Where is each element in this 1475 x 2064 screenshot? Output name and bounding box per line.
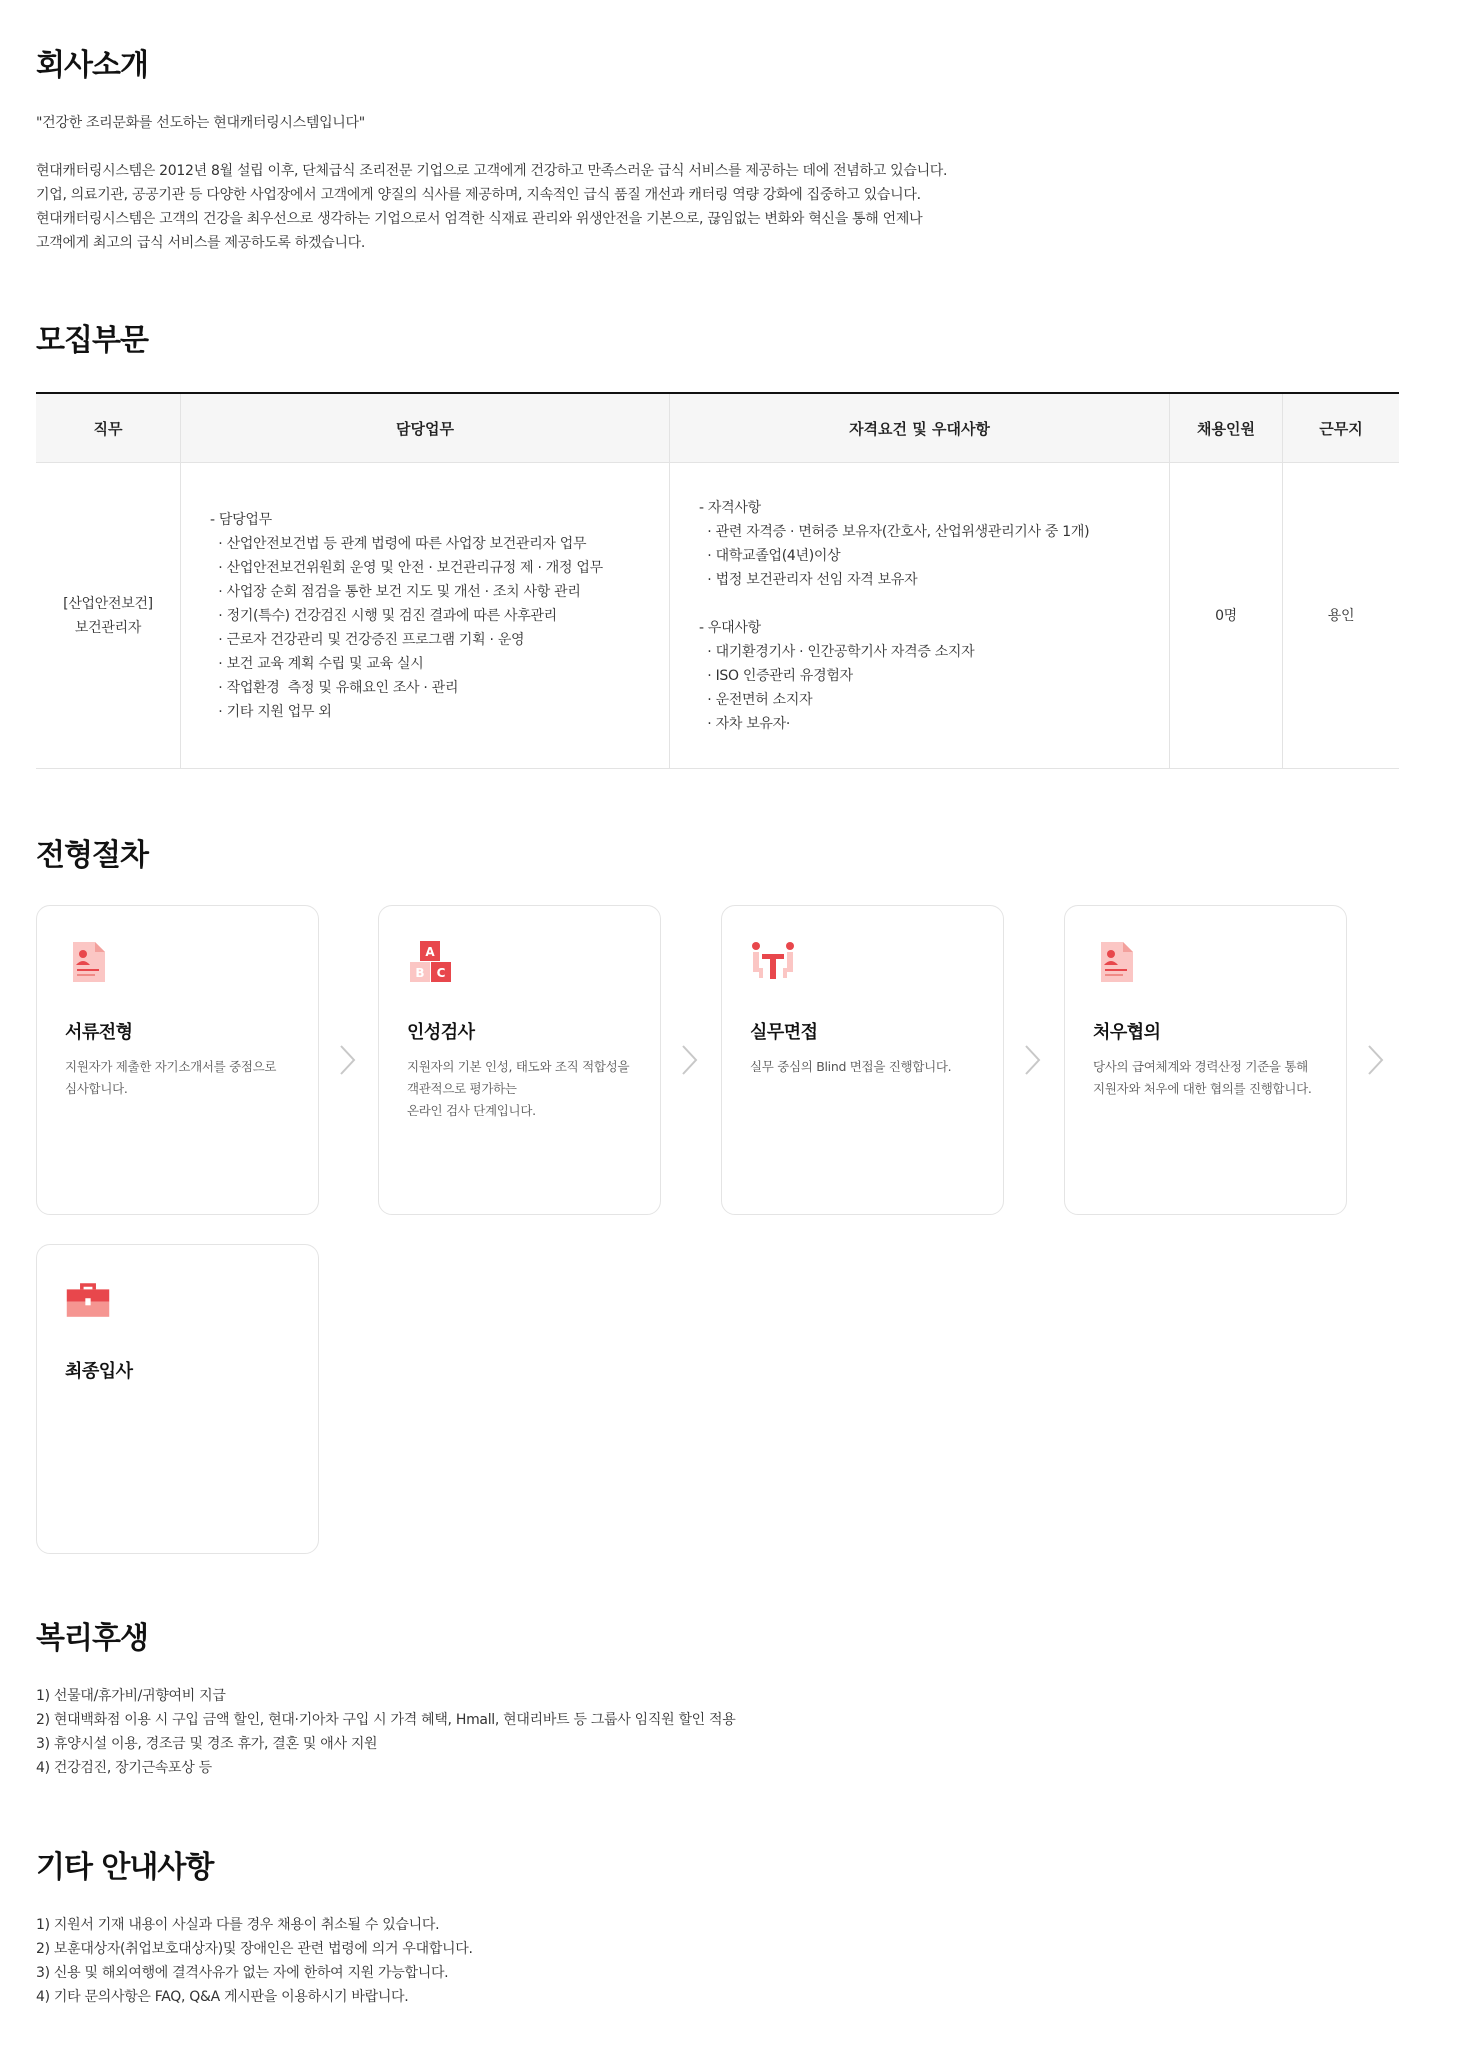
- step-desc-line: 지원자와 처우에 대한 협의를 진행합니다.: [1093, 1081, 1312, 1096]
- step-description: [65, 1056, 276, 1100]
- about-title: 회사소개: [36, 48, 148, 83]
- chevron-right-icon: [1366, 1043, 1386, 1077]
- document-person-icon: [1093, 938, 1139, 984]
- duty-heading: - 담당업무: [210, 511, 272, 528]
- cell-headcount: 0명: [1170, 463, 1283, 768]
- welfare-title: 복리후생: [36, 1621, 148, 1656]
- step-desc-line: 실무 중심의 Blind 면접을 진행합니다.: [750, 1059, 952, 1074]
- qualification-item: · 대학교졸업(4년)이상: [699, 547, 841, 564]
- step-desc-line: 심사합니다.: [65, 1081, 128, 1096]
- welfare-item: 2) 현대백화점 이용 시 구입 금액 할인, 현대·기아차 구입 시 가격 혜택, Hmall, 현대리바트 등 그룹사 임직원 할인 적용: [36, 1712, 736, 1728]
- chevron-right-icon: [1023, 1043, 1043, 1077]
- step-title: 인성검사: [407, 1022, 475, 1043]
- header-qualifications: 자격요건 및 우대사항: [670, 394, 1170, 462]
- process-step-card: [36, 905, 319, 1215]
- svg-text:B: B: [415, 966, 425, 980]
- preference-item: · 대기환경기사 · 인간공학기사 자격증 소지자: [699, 643, 975, 660]
- document-person-icon: [65, 938, 111, 984]
- step-desc-line: 객관적으로 평가하는: [407, 1081, 517, 1096]
- qualification-item: · 관련 자격증 · 면허증 보유자(간호사, 산업위생관리기사 중 1개): [699, 523, 1090, 540]
- step-desc-line: 온라인 검사 단계입니다.: [407, 1103, 536, 1118]
- header-headcount: 채용인원: [1170, 394, 1283, 462]
- step-description: [750, 1056, 951, 1078]
- about-body: [36, 159, 947, 255]
- svg-text:A: A: [425, 945, 435, 959]
- preference-item: · 운전면허 소지자: [699, 691, 813, 708]
- table-header-row: [36, 394, 1399, 463]
- about-line: 고객에게 최고의 급식 서비스를 제공하도록 하겠습니다.: [36, 235, 366, 251]
- process-step-card: [36, 1244, 319, 1554]
- header-location: 근무지: [1319, 419, 1363, 438]
- step-title: 서류전형: [65, 1022, 133, 1043]
- recruit-title: 모집부문: [36, 323, 148, 358]
- preference-item: · 자차 보유자·: [699, 715, 791, 732]
- step-desc-line: 당사의 급여체계와 경력산정 기준을 통해: [1093, 1059, 1308, 1074]
- preference-heading: - 우대사항: [699, 619, 761, 636]
- job-name: 보건관리자: [74, 619, 142, 636]
- chevron-right-icon: [680, 1043, 700, 1077]
- cell-job: [36, 463, 181, 768]
- process-step-card: [721, 905, 1004, 1215]
- briefcase-icon: [65, 1277, 111, 1323]
- process-step-card: [1064, 905, 1347, 1215]
- step-title: 처우협의: [1093, 1022, 1161, 1043]
- table-row: [36, 463, 1399, 769]
- duty-item: · 기타 지원 업무 외: [210, 703, 332, 720]
- notice-item: 4) 기타 문의사항은 FAQ, Q&A 게시판을 이용하시기 바랍니다.: [36, 1989, 409, 2005]
- step-desc-line: 지원자가 제출한 자기소개서를 중점으로: [65, 1059, 277, 1074]
- cell-location: 용인: [1327, 607, 1355, 624]
- svg-text:C: C: [436, 966, 446, 980]
- duty-item: · 정기(특수) 건강검진 시행 및 검진 결과에 따른 사후관리: [210, 607, 557, 624]
- duty-item: · 근로자 건강관리 및 건강증진 프로그램 기획 · 운영: [210, 631, 525, 648]
- step-desc-line: 지원자의 기본 인성, 태도와 조직 적합성을: [407, 1059, 630, 1074]
- step-description: [1093, 1056, 1312, 1100]
- recruit-table: [36, 392, 1399, 769]
- welfare-list: [36, 1684, 736, 1780]
- process-step-card: [378, 905, 661, 1215]
- about-line: 기업, 의료기관, 공공기관 등 다양한 사업장에서 고객에게 양질의 식사를 제공하며, 지속적인 급식 품질 개선과 캐터링 역량 강화에 집중하고 있습니다.: [36, 187, 921, 203]
- notice-item: 2) 보훈대상자(취업보호대상자)및 장애인은 관련 법령에 의거 우대합니다.: [36, 1941, 473, 1957]
- notice-item: 3) 신용 및 해외여행에 결격사유가 없는 자에 한하여 지원 가능합니다.: [36, 1965, 449, 1981]
- step-description: [407, 1056, 629, 1122]
- welfare-item: 3) 휴양시설 이용, 경조금 및 경조 휴가, 결혼 및 애사 지원: [36, 1736, 378, 1752]
- process-title: 전형절차: [36, 838, 148, 873]
- interview-table-icon: [750, 938, 796, 984]
- step-title: 실무면접: [750, 1022, 818, 1043]
- abc-blocks-icon: [407, 938, 453, 984]
- welfare-item: 4) 건강검진, 장기근속포상 등: [36, 1760, 212, 1776]
- duty-item: · 산업안전보건법 등 관계 법령에 따른 사업장 보건관리자 업무: [210, 535, 587, 552]
- header-job: 직무: [36, 394, 181, 462]
- cell-duties: [181, 463, 670, 768]
- job-category: [산업안전보건]: [63, 595, 153, 612]
- duty-item: · 보건 교육 계획 수립 및 교육 실시: [210, 655, 424, 672]
- qualification-heading: - 자격사항: [699, 499, 761, 516]
- about-line: 현대캐터링시스템은 고객의 건강을 최우선으로 생각하는 기업으로서 엄격한 식재료 관리와 위생안전을 기본으로, 끊임없는 변화와 혁신을 통해 언제나: [36, 211, 923, 227]
- duty-item: · 작업환경 측정 및 유해요인 조사 · 관리: [210, 679, 459, 696]
- header-duties: 담당업무: [181, 394, 670, 462]
- about-slogan: "건강한 조리문화를 선도하는 현대캐터링시스템입니다": [36, 115, 365, 131]
- chevron-right-icon: [338, 1043, 358, 1077]
- notice-title: 기타 안내사항: [36, 1850, 214, 1885]
- notice-item: 1) 지원서 기재 내용이 사실과 다를 경우 채용이 취소될 수 있습니다.: [36, 1917, 440, 1933]
- notice-list: [36, 1913, 473, 2009]
- about-line: 현대캐터링시스템은 2012년 8월 설립 이후, 단체급식 조리전문 기업으로 고객에게 건강하고 만족스러운 급식 서비스를 제공하는 데에 전념하고 있습니다.: [36, 163, 948, 179]
- cell-qualifications: [670, 463, 1170, 768]
- step-title: 최종입사: [65, 1361, 133, 1382]
- duty-item: · 산업안전보건위원회 운영 및 안전 · 보건관리규정 제 · 개정 업무: [210, 559, 603, 576]
- welfare-item: 1) 선물대/휴가비/귀향여비 지급: [36, 1688, 226, 1704]
- duty-item: · 사업장 순회 점검을 통한 보건 지도 및 개선 · 조치 사항 관리: [210, 583, 581, 600]
- qualification-item: · 법정 보건관리자 선임 자격 보유자: [699, 571, 918, 588]
- preference-item: · ISO 인증관리 유경험자: [699, 667, 853, 684]
